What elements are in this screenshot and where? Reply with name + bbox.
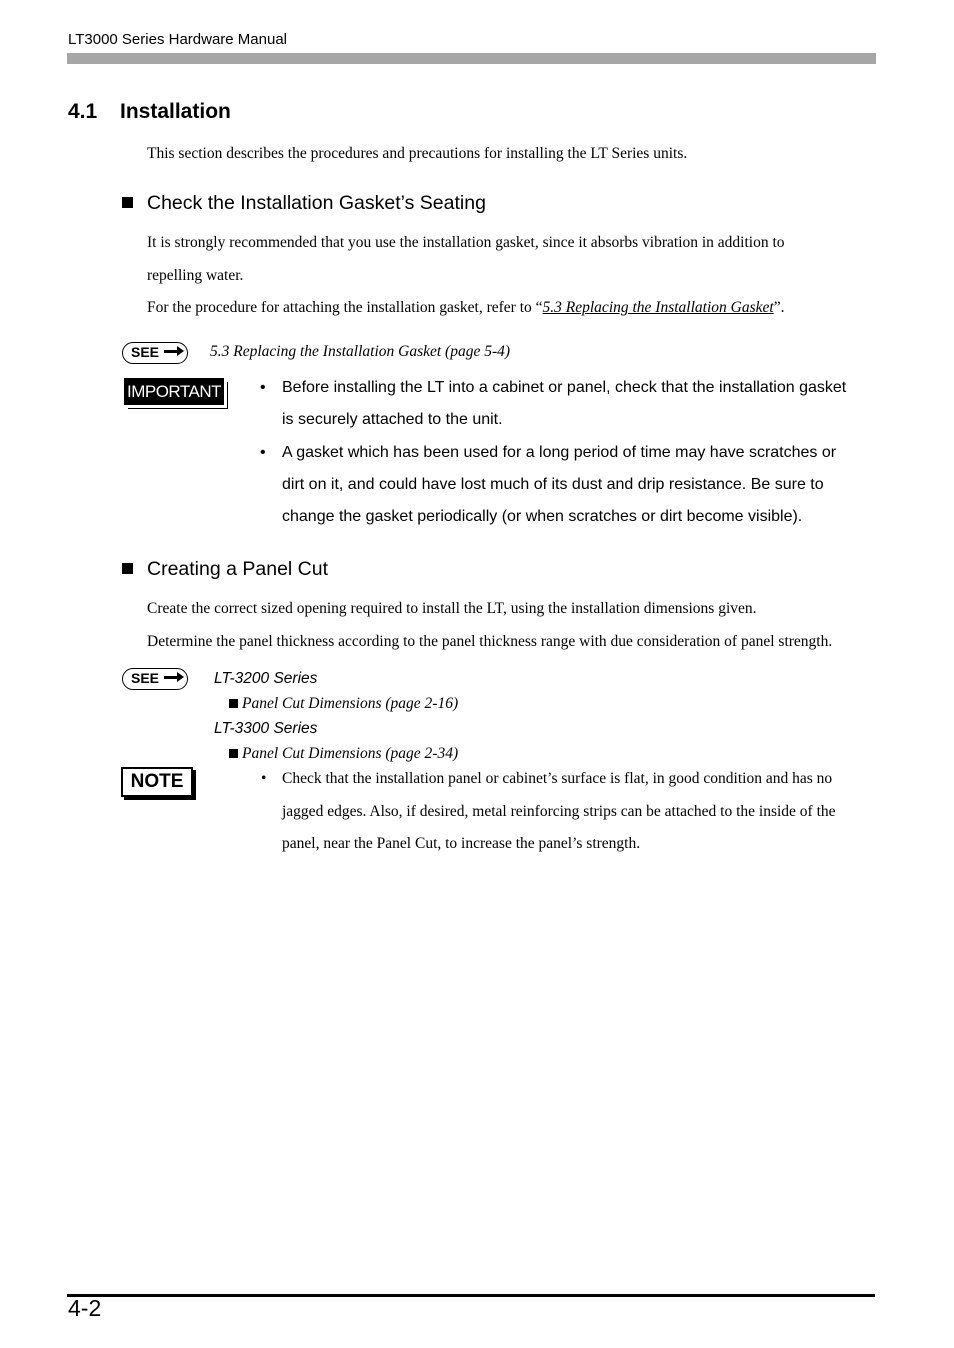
see-badge [122,342,188,364]
note-line3: panel, near the Panel Cut, to increase the panel’s strength. [282,835,641,852]
page-number: 4-2 [68,1295,102,1321]
important-item-2-line3: change the gasket periodically (or when scratches or dirt become visible). [282,508,803,525]
square-bullet-icon [122,563,133,574]
panelcut-para-1: Create the correct sized opening required to install the LT, using the installation dimensions given. [147,600,757,617]
running-header: LT3000 Series Hardware Manual [68,31,288,48]
see-badge [122,668,188,690]
arrow-right-icon [164,350,180,353]
gasket-para-line1: It is strongly recommended that you use the installation gasket, since it absorbs vibration in addition to [147,234,785,251]
panelcut-para-2: Determine the panel thickness according to the panel thickness range with due consideration of panel strength. [147,633,833,650]
important-item-2-line1: A gasket which has been used for a long period of time may have scratches or [282,444,837,461]
bullet-dot: • [260,379,266,396]
important-badge: IMPORTANT [124,378,224,405]
see-ref-item-1[interactable] [229,695,458,713]
section-number: 4.1 [68,100,98,123]
note-line1: Check that the installation panel or cabinet’s surface is flat, in good condition and has no [282,770,833,787]
important-item-1-line1: Before installing the LT into a cabinet or panel, check that the installation gasket [282,379,847,396]
gasket-para-line2: repelling water. [147,267,244,284]
bullet-dot: • [261,770,267,787]
square-bullet-icon [229,749,238,758]
arrow-right-icon [164,676,180,679]
see-ref-item-2-text: Panel Cut Dimensions (page 2-34) [242,745,459,762]
see-ref-item-1-text: Panel Cut Dimensions (page 2-16) [242,695,459,712]
note-badge: NOTE [121,767,193,797]
see-label: SEE [131,344,160,360]
subheading-panel-cut-text: Creating a Panel Cut [147,558,329,580]
footer-rule [67,1294,875,1297]
important-item-2-line2: dirt on it, and could have lost much of its dust and drip resistance. Be sure to [282,476,824,493]
gasket-reference-para [147,299,784,317]
ref-text-before: For the procedure for attaching the installation gasket, refer to “ [147,299,543,316]
see-label: SEE [131,670,160,686]
header-bar [67,53,876,64]
subheading-panel-cut [122,558,328,581]
see-ref-item-2[interactable] [229,745,458,763]
important-item-1-line2: is securely attached to the unit. [282,411,503,428]
square-bullet-icon [229,699,238,708]
section-title [68,100,231,124]
note-line2: jagged edges. Also, if desired, metal reinforcing strips can be attached to the inside of the [282,803,836,820]
subheading-gasket-text: Check the Installation Gasket’s Seating [147,192,486,214]
section-intro: This section describes the procedures and precautions for installing the LT Series units. [147,145,688,162]
square-bullet-icon [122,197,133,208]
section-heading: Installation [120,100,231,123]
see-gasket-ref[interactable]: 5.3 Replacing the Installation Gasket (page 5-4) [210,343,511,360]
gasket-reference-link[interactable]: 5.3 Replacing the Installation Gasket [542,299,774,316]
bullet-dot: • [260,444,266,461]
subheading-gasket [122,192,486,215]
see-series-lt3300: LT-3300 Series [214,720,318,737]
see-series-lt3200: LT-3200 Series [214,670,318,687]
ref-text-after: ”. [773,299,785,316]
